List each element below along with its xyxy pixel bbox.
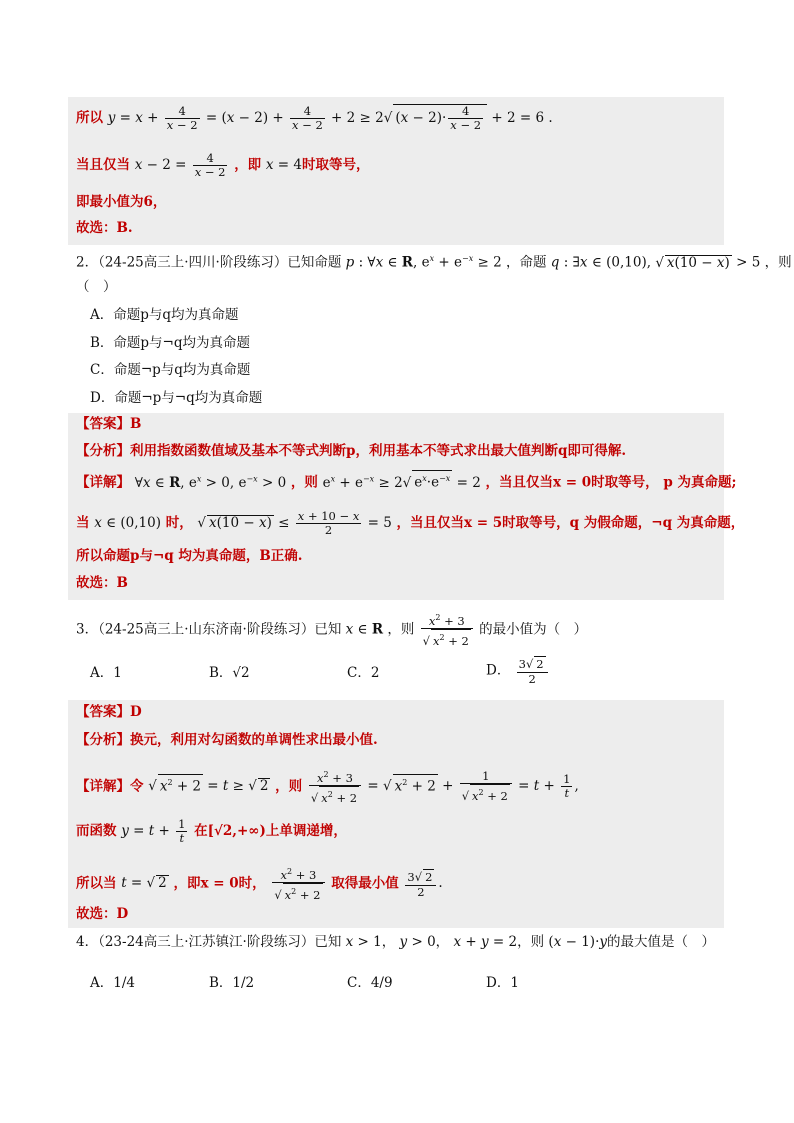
sol1-line1: 所以 y = x + $\frac{4}{x - 2}$ = (x − 2) + $\frac{4}{x - 2}$ + 2 ≥ 2√ (x − 2)· $\frac{4}{x - 2}$ + 2 = 6 . <box>76 104 553 132</box>
q3-option-c: C．2 <box>347 665 380 681</box>
q3-analysis: 【分析】换元，利用对勾函数的单调性求出最小值. <box>76 732 378 748</box>
q4-option-a: A．1/4 <box>90 975 135 991</box>
sol1-line2: 当且仅当 x − 2 = $\frac{4}{x - 2}$ ，即 x = 4时取等号， <box>76 151 370 179</box>
q2-stem-paren: （ ） <box>76 279 117 295</box>
q2-stem: 2．（24-25高三上·四川·阶段练习）已知命题 p : ∀x ∈ R, $e^x + e^{-x} \ge 2$ ，命题 q : ∃x ∈ (0,10), √ x(10 − x) > 5 ，则 <box>76 250 792 272</box>
q4-option-b: B．1/2 <box>209 975 255 991</box>
q3-stem: 3．（24-25高三上·山东济南·阶段练习）已知 x ∈ R ，则 $x^2 + 3$ √ $x^2 + 2$ 的最小值为（ ） <box>76 611 587 649</box>
q2-option-b: B．命题p与¬q均为真命题 <box>90 335 251 351</box>
q2-option-c: C．命题¬p与q均为真命题 <box>90 362 251 378</box>
q3-pick: 故选：D <box>76 906 129 922</box>
q2-pick: 故选：B <box>76 575 128 591</box>
q2-detail-line3: 所以命题p与¬q 均为真命题，B正确. <box>76 548 303 564</box>
q4-option-d: D．1 <box>486 975 519 991</box>
q3-option-d: D． $\frac{3√ 2}{2}$ <box>486 656 550 686</box>
q3-detail-line1: 【详解】令 √ $x^2 + 2 = t$ ≥ √ 2 ，则 $x^2 + 3$ √ $x^2 + 2$ = √ $x^2 + 2$ + 1 √ $x^2 + 2$ = t + $\frac{1}{t}$ , <box>76 768 579 806</box>
q3-answer: 【答案】D <box>76 704 142 720</box>
sol1-pick: 故选：B. <box>76 220 133 236</box>
q2-option-d: D．命题¬p与¬q均为真命题 <box>90 390 263 406</box>
q4-stem: 4．（23-24高三上·江苏镇江·阶段练习）已知 x > 1， y > 0， x + y = 2，则 (x − 1)·y的最大值是（ ） <box>76 934 715 950</box>
q2-detail-line2: 当 x ∈ (0,10) 时， √ x(10 − x) ≤ $\frac{x + 10 - x}{2}$ = 5 ，当且仅当x = 5时取等号，q 为假命题，¬q 为真命题， <box>76 510 744 537</box>
sol1-min-value: 即最小值为6， <box>76 194 167 210</box>
q2-detail-line1: 【详解】 ∀x ∈ R, $e^x > 0$, $e^{-x} > 0$ ，则 $e^x + e^{-x} \ge 2√$ $e^x\cdot e^{-x} = 2$ ，当且仅当x = 0时取等号， p 为真命题; <box>76 470 736 492</box>
q3-detail-line2: 而函数 y = t + $\frac{1}{t}$ 在[√2,+∞)上单调递增， <box>76 817 347 845</box>
q3-option-a: A．1 <box>90 665 122 681</box>
q3-detail-line3: 所以当 t = √ 2 ，即x = 0时， $x^2 + 3$ √ $x^2 + 2$ 取得最小值 $\frac{3√ 2}{2}$ . <box>76 865 443 903</box>
q4-option-c: C．4/9 <box>347 975 393 991</box>
q2-option-a: A．命题p与q均为真命题 <box>90 307 239 323</box>
sol1-formula: y = x + $\frac{4}{x - 2}$ = (x − 2) + $\frac{4}{x - 2}$ + 2 ≥ 2√ (x − 2)· $\frac{4}{x - 2}$ + 2 = 6 . <box>108 110 553 126</box>
q2-analysis: 【分析】利用指数函数值域及基本不等式判断p，利用基本不等式求出最大值判断q即可得解. <box>76 443 627 459</box>
q2-answer: 【答案】B <box>76 416 142 432</box>
q3-option-b: B．√2 <box>209 665 250 681</box>
